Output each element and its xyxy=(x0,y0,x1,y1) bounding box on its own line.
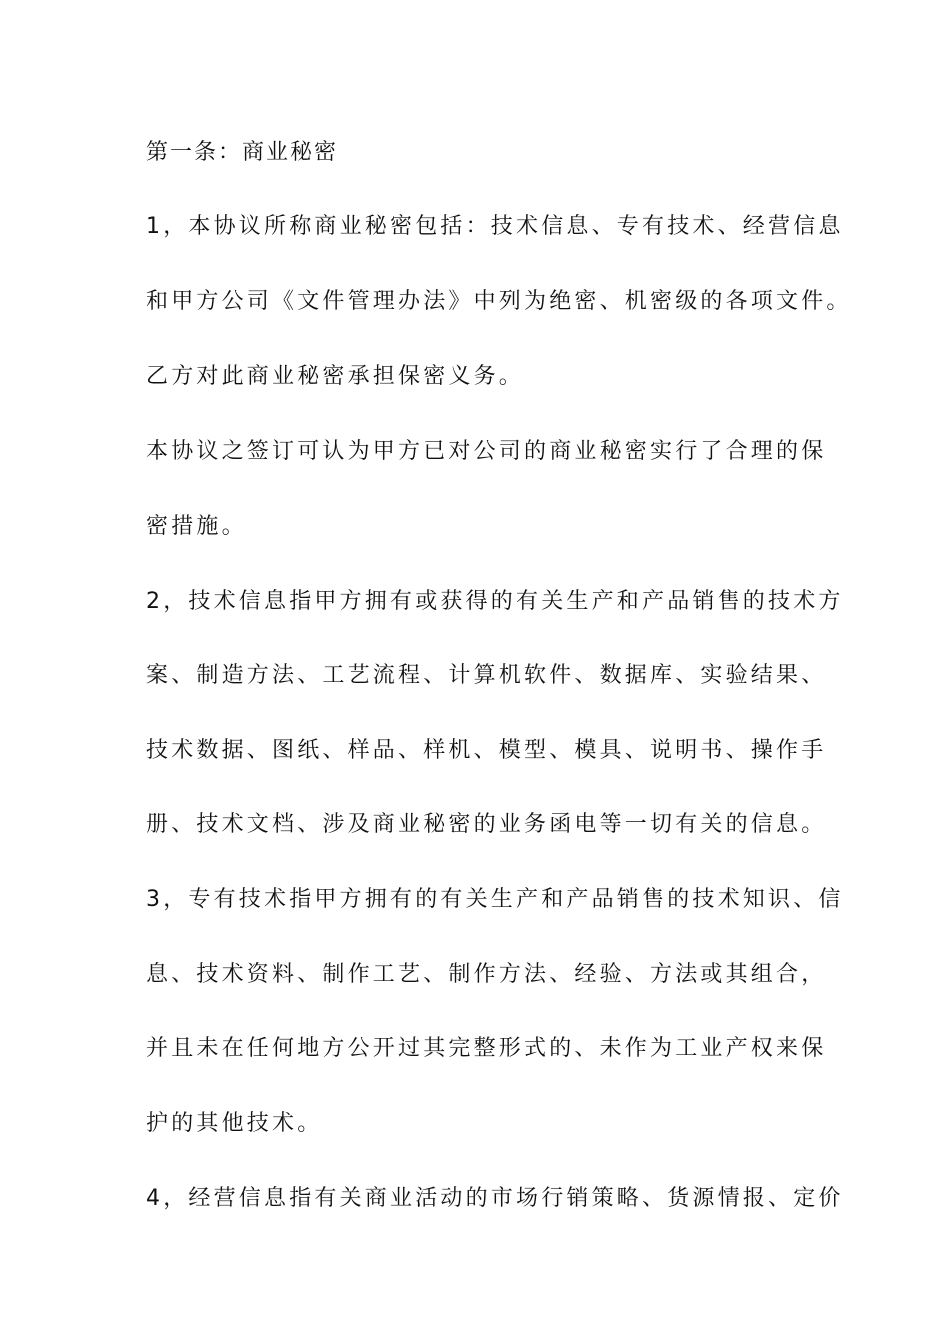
text-line: 和甲方公司《文件管理办法》中列为绝密、机密级的各项文件。 xyxy=(146,289,852,314)
text-line: 并且未在任何地方公开过其完整形式的、未作为工业产权来保 xyxy=(146,1036,827,1061)
text-line: 2，技术信息指甲方拥有或获得的有关生产和产品销售的技术方 xyxy=(146,589,844,614)
text-line: 3，专有技术指甲方拥有的有关生产和产品销售的技术知识、信 xyxy=(146,887,844,912)
text-line: 4，经营信息指有关商业活动的市场行销策略、货源情报、定价 xyxy=(146,1186,844,1211)
text-line: 技术数据、图纸、样品、样机、模型、模具、说明书、操作手 xyxy=(146,738,827,763)
text-line: 乙方对此商业秘密承担保密义务。 xyxy=(146,364,525,389)
text-line: 本协议之签订可认为甲方已对公司的商业秘密实行了合理的保 xyxy=(146,439,827,464)
text-line: 案、制造方法、工艺流程、计算机软件、数据库、实验结果、 xyxy=(146,663,827,688)
text-line: 密措施。 xyxy=(146,514,247,539)
text-line: 护的其他技术。 xyxy=(146,1111,323,1136)
article-heading: 第一条：商业秘密 xyxy=(146,140,339,165)
text-line: 册、技术文档、涉及商业秘密的业务函电等一切有关的信息。 xyxy=(146,812,827,837)
text-line: 1，本协议所称商业秘密包括：技术信息、专有技术、经营信息 xyxy=(146,214,844,239)
text-line: 息、技术资料、制作工艺、制作方法、经验、方法或其组合， xyxy=(146,962,827,987)
